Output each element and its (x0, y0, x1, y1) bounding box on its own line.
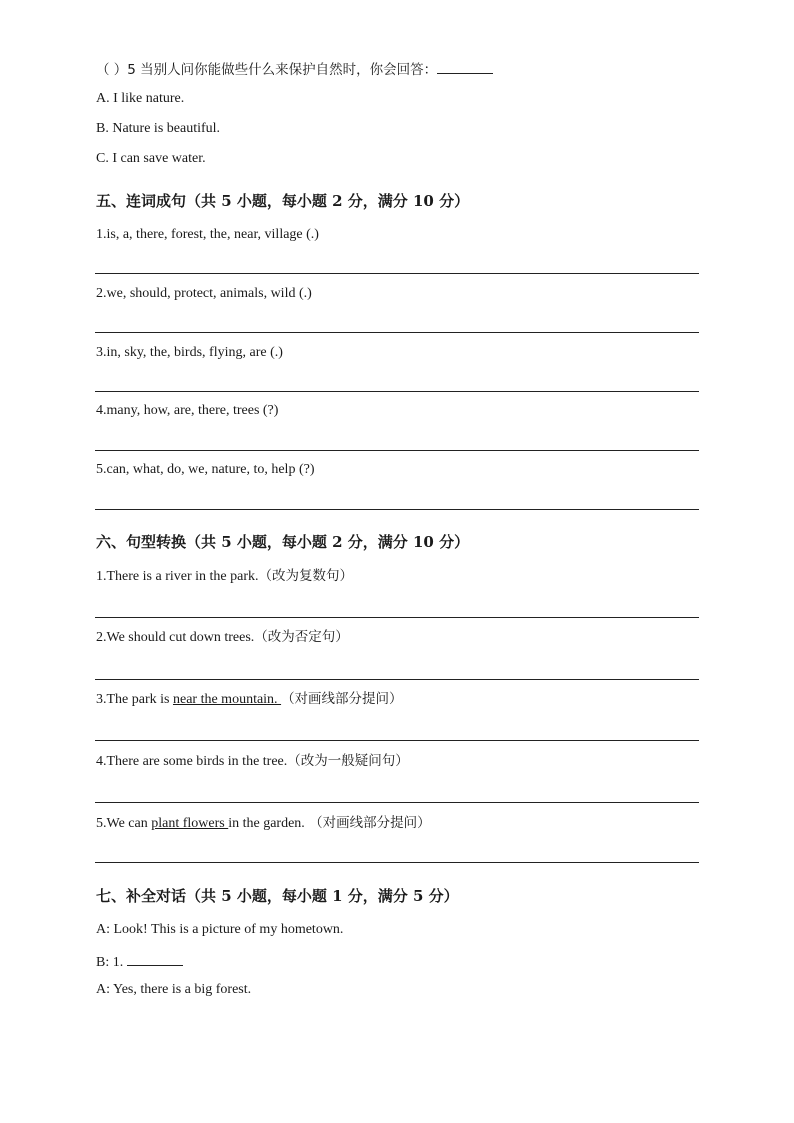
option-a: A. I like nature. (96, 91, 185, 106)
option-b: B. Nature is beautiful. (96, 121, 221, 136)
item-instruction: （对画线部分提问） (304, 815, 431, 831)
answer-line[interactable] (95, 862, 699, 863)
option-c: C. I can save water. (96, 151, 206, 166)
section-5-item-3: 3.in, sky, the, birds, flying, are (.) (96, 345, 283, 360)
item-instruction: （改为否定句） (254, 629, 349, 645)
answer-line[interactable] (95, 332, 699, 333)
dialogue-line-1: A: Look! This is a picture of my hometown. (96, 922, 344, 937)
section-6-item-5 (96, 814, 431, 833)
question-5-prompt (96, 59, 493, 80)
item-text: 4.There are some birds in the tree. (96, 754, 288, 769)
item-text: 1.There is a river in the park. (96, 569, 259, 584)
item-instruction: （对画线部分提问） (281, 691, 403, 707)
answer-line[interactable] (95, 273, 699, 274)
answer-line[interactable] (95, 740, 699, 741)
section-6-heading: 六、句型转换（共 5 小题，每小题 2 分，满分 10 分） (96, 533, 470, 551)
underlined-phrase: near the mountain. (172, 692, 282, 707)
question-5-text: （ ）5 当别人问你能做些什么来保护自然时，你会回答： (96, 62, 438, 78)
answer-blank[interactable] (437, 59, 493, 74)
section-5-item-1: 1.is, a, there, forest, the, near, village (.) (96, 227, 319, 242)
section-5-item-4: 4.many, how, are, there, trees (?) (96, 403, 279, 418)
item-instruction: （改为一般疑问句） (287, 753, 409, 769)
answer-line[interactable] (95, 509, 699, 510)
answer-blank[interactable] (127, 951, 183, 966)
dialogue-line-3: A: Yes, there is a big forest. (96, 982, 252, 997)
section-5-item-2: 2.we, should, protect, animals, wild (.) (96, 286, 312, 301)
section-5-heading: 五、连词成句（共 5 小题，每小题 2 分，满分 10 分） (96, 192, 470, 210)
section-5-item-5: 5.can, what, do, we, nature, to, help (?) (96, 462, 315, 477)
section-6-item-4 (96, 752, 409, 771)
answer-line[interactable] (95, 802, 699, 803)
item-text: 5.We can (96, 816, 152, 831)
section-7-heading: 七、补全对话（共 5 小题，每小题 1 分，满分 5 分） (96, 887, 459, 905)
item-text: 3.The park is (96, 692, 173, 707)
section-6-item-2 (96, 628, 349, 647)
answer-line[interactable] (95, 617, 699, 618)
underlined-phrase: plant flowers (151, 816, 229, 831)
item-text-tail: in the garden. (228, 816, 305, 831)
section-6-item-3 (96, 690, 403, 709)
item-instruction: （改为复数句） (258, 568, 353, 584)
item-text: 2.We should cut down trees. (96, 630, 255, 645)
answer-line[interactable] (95, 391, 699, 392)
answer-line[interactable] (95, 450, 699, 451)
dialogue-line-2 (96, 951, 183, 972)
answer-line[interactable] (95, 679, 699, 680)
dialogue-speaker: B: 1. (96, 955, 127, 970)
section-6-item-1 (96, 567, 353, 586)
